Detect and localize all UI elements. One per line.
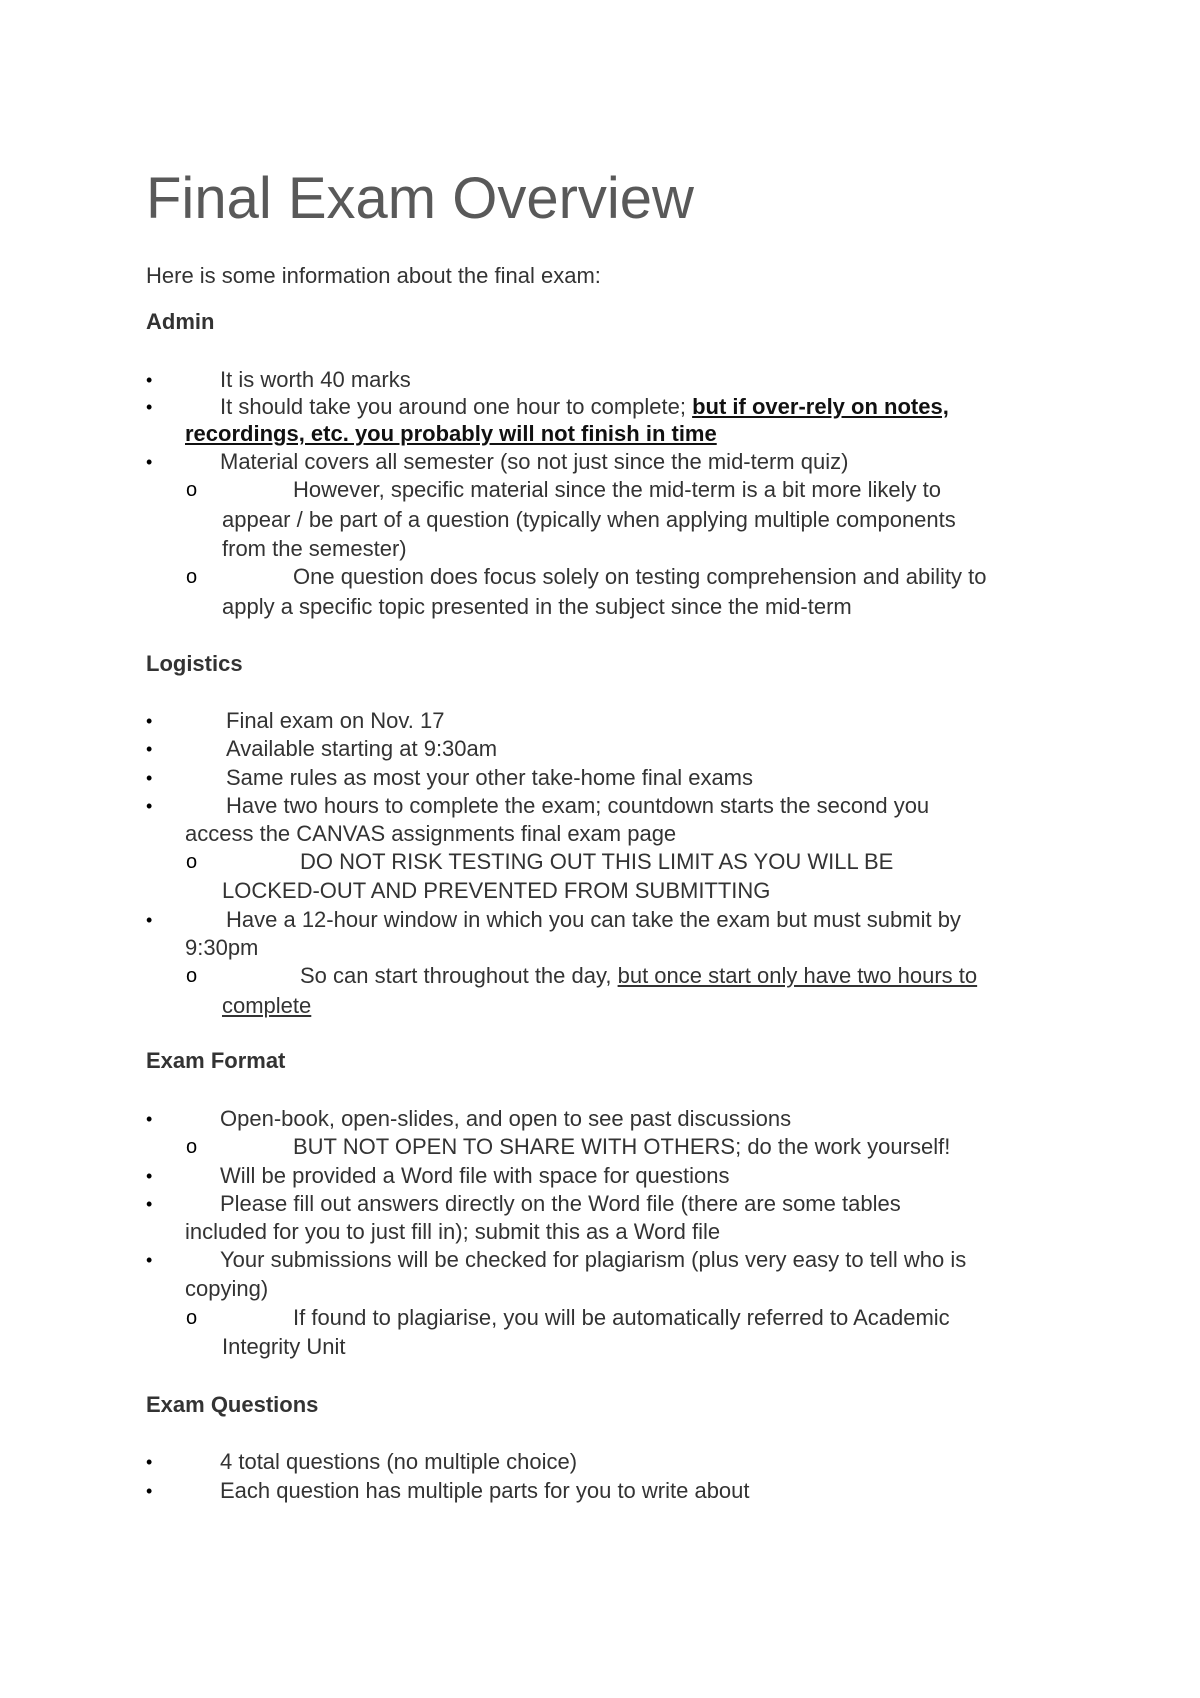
bullet-icon: • xyxy=(146,1194,153,1214)
bullet-icon: • xyxy=(146,1166,153,1186)
admin-sub-1-line-1: However, specific material since the mid-term is a bit more likely to xyxy=(293,477,941,502)
bullet-icon: • xyxy=(146,768,153,788)
intro-text: Here is some information about the final exam: xyxy=(146,263,601,288)
logistics-item-2: Available starting at 9:30am xyxy=(226,736,498,761)
admin-item-2 xyxy=(220,393,949,421)
logistics-sub-1-line-2: LOCKED-OUT AND PREVENTED FROM SUBMITTING xyxy=(222,878,771,903)
format-sub-2-line-1: If found to plagiarise, you will be automatically referred to Academic xyxy=(293,1305,950,1330)
format-item-3-line-1: Please fill out answers directly on the Word file (there are some tables xyxy=(220,1191,901,1216)
bullet-icon: • xyxy=(146,711,153,731)
admin-sub-1-line-3: from the semester) xyxy=(222,536,407,561)
admin-item-2-emphasis: but if over-rely on notes, xyxy=(692,394,949,419)
logistics-item-1: Final exam on Nov. 17 xyxy=(226,708,445,733)
sub-bullet-icon: o xyxy=(186,965,198,987)
admin-sub-1-line-2: appear / be part of a question (typically when applying multiple components xyxy=(222,507,956,532)
format-item-3-line-2: included for you to just fill in); submit this as a Word file xyxy=(185,1219,721,1244)
logistics-item-4-line-2: access the CANVAS assignments final exam page xyxy=(185,821,677,846)
logistics-sub-2-plain: So can start throughout the day, xyxy=(300,963,612,988)
admin-sub-2-line-1: One question does focus solely on testing comprehension and ability to xyxy=(293,564,987,589)
document-title: Final Exam Overview xyxy=(146,166,694,231)
bullet-icon: • xyxy=(146,397,153,417)
format-heading: Exam Format xyxy=(146,1048,286,1073)
admin-item-1: It is worth 40 marks xyxy=(220,367,411,392)
logistics-item-3: Same rules as most your other take-home final exams xyxy=(226,765,754,790)
logistics-sub-2-line-2: complete xyxy=(222,993,312,1018)
questions-item-1: 4 total questions (no multiple choice) xyxy=(220,1449,578,1474)
logistics-sub-2-underlined: but once start only have two hours to xyxy=(617,963,978,988)
admin-item-3: Material covers all semester (so not just since the mid-term quiz) xyxy=(220,449,849,474)
admin-item-2-text: It should take you around one hour to complete; xyxy=(220,394,686,419)
bullet-icon: • xyxy=(146,796,153,816)
format-item-4-line-2: copying) xyxy=(185,1276,269,1301)
sub-bullet-icon: o xyxy=(186,479,198,501)
logistics-heading: Logistics xyxy=(146,651,243,676)
sub-bullet-icon: o xyxy=(186,1136,198,1158)
bullet-icon: • xyxy=(146,370,153,390)
logistics-sub-2-line-1 xyxy=(300,962,977,990)
format-item-4-line-1: Your submissions will be checked for plagiarism (plus very easy to tell who is xyxy=(220,1247,967,1272)
sub-bullet-icon: o xyxy=(186,566,198,588)
logistics-sub-1-line-1: DO NOT RISK TESTING OUT THIS LIMIT AS YOU WILL BE xyxy=(300,849,894,874)
sub-bullet-icon: o xyxy=(186,851,198,873)
bullet-icon: • xyxy=(146,1109,153,1129)
admin-item-2-emphasis-cont: recordings, etc. you probably will not finish in time xyxy=(185,421,717,446)
bullet-icon: • xyxy=(146,910,153,930)
bullet-icon: • xyxy=(146,1481,153,1501)
format-item-2: Will be provided a Word file with space for questions xyxy=(220,1163,730,1188)
admin-sub-2-line-2: apply a specific topic presented in the subject since the mid-term xyxy=(222,594,852,619)
questions-heading: Exam Questions xyxy=(146,1392,319,1417)
format-sub-1: BUT NOT OPEN TO SHARE WITH OTHERS; do the work yourself! xyxy=(293,1134,951,1159)
questions-item-2: Each question has multiple parts for you to write about xyxy=(220,1478,750,1503)
logistics-item-5-line-1: Have a 12-hour window in which you can take the exam but must submit by xyxy=(226,907,961,932)
format-sub-2-line-2: Integrity Unit xyxy=(222,1334,346,1359)
logistics-item-5-line-2: 9:30pm xyxy=(185,935,259,960)
admin-heading: Admin xyxy=(146,309,215,334)
bullet-icon: • xyxy=(146,1452,153,1472)
logistics-item-4-line-1: Have two hours to complete the exam; countdown starts the second you xyxy=(226,793,930,818)
bullet-icon: • xyxy=(146,1250,153,1270)
bullet-icon: • xyxy=(146,452,153,472)
bullet-icon: • xyxy=(146,739,153,759)
format-item-1: Open-book, open-slides, and open to see past discussions xyxy=(220,1106,792,1131)
sub-bullet-icon: o xyxy=(186,1307,198,1329)
